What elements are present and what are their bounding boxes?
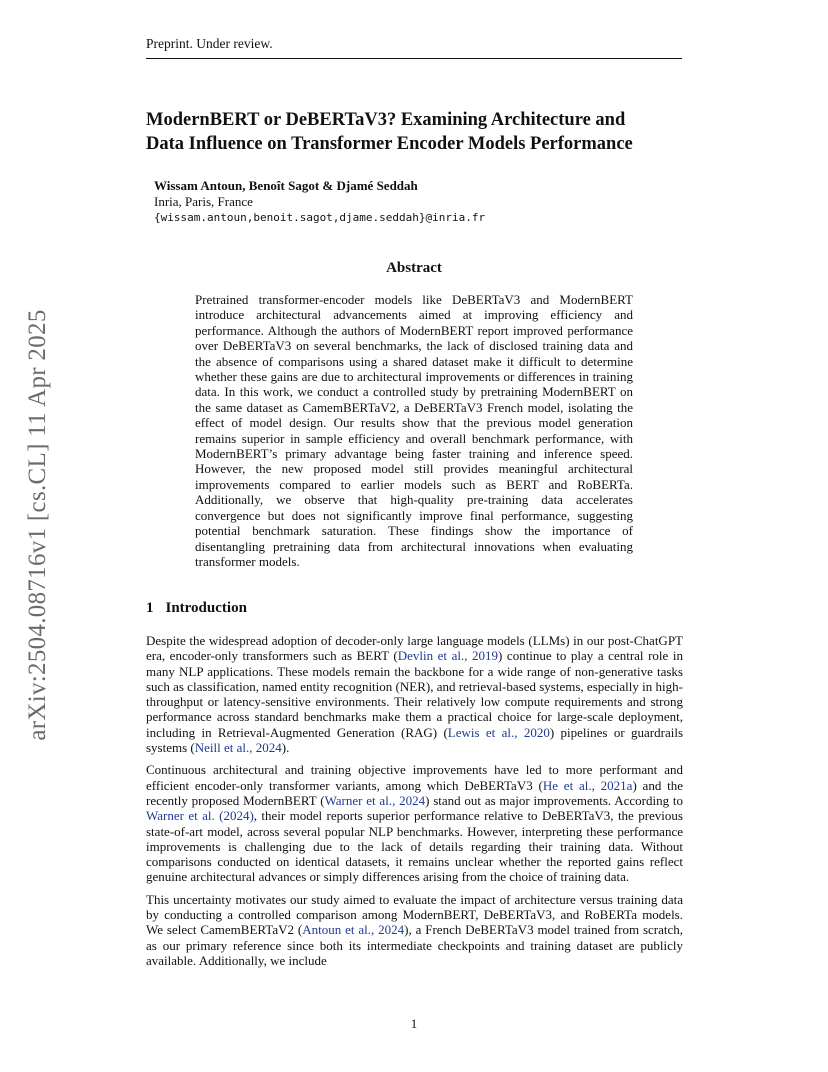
abstract-heading: Abstract bbox=[386, 260, 442, 276]
text-run: ) and the recently proposed ModernBERT ( bbox=[146, 777, 684, 808]
text-run: ) pipelines or guardrails systems ( bbox=[146, 724, 683, 756]
arxiv-stamp-text: arXiv:2504.08716v1 [cs.CL] 11 Apr 2025 bbox=[24, 309, 51, 741]
author-block bbox=[154, 178, 654, 226]
page-number: 1 bbox=[410, 1016, 418, 1031]
title-line-1: ModernBERT or DeBERTaV3? Examining Architecture and bbox=[146, 110, 626, 130]
affiliation: Inria, Paris, France bbox=[154, 194, 253, 209]
citation-link[interactable]: Antoun et al., 2024 bbox=[302, 922, 405, 938]
text-run: ), a French DeBERTaV3 model trained from scratch, as our primary reference since both its intermediate checkpoints and training dataset are publicly available. Additionally, we include bbox=[146, 922, 684, 968]
citation-link[interactable]: Devlin et al., 2019 bbox=[397, 648, 499, 664]
section-number: 1 bbox=[146, 600, 154, 616]
paper-title bbox=[146, 108, 706, 156]
section-body bbox=[146, 633, 683, 975]
text-run: , their model reports superior performance relative to DeBERTaV3, the previous state-of-art model, across several popular NLP benchmarks. However, interpreting these performance improvements is challenging due to the lack of details regarding their training data. Without comparisons conducted on identical datasets, it remains unclear whether the reported gains reflect genuine architectural advances or simply differences arising from the choice of training data. bbox=[146, 808, 683, 885]
citation-link[interactable]: Warner et al., 2024 bbox=[324, 792, 426, 808]
section-title: Introduction bbox=[165, 600, 247, 616]
text-run: Continuous architectural and training objective improvements have led to more performant and efficient encoder-only transformer variants, among which DeBERTaV3 ( bbox=[146, 762, 683, 793]
citation-link[interactable]: He et al., 2021a bbox=[542, 777, 633, 793]
text-run: ) stand out as major improvements. According to bbox=[425, 792, 683, 808]
citation-link[interactable]: Warner et al. (2024) bbox=[146, 808, 254, 824]
text-run: ) continue to play a central role in many NLP applications. These models remain the backbone for a wide range of non-generative tasks such as classification, named entity recognition (NER), and retrieval-based systems, especially in high-throughput or latency-sensitive environments. Their relatively low compute requirements and strong performance across standard benchmarks make them a practical choice for large-scale deployment, including in Retrieval-Augmented Generation (RAG) ( bbox=[146, 648, 683, 740]
abstract-text: Pretrained transformer-encoder models like DeBERTaV3 and ModernBERT introduce architectural advancements aimed at improving efficiency and performance. Although the authors of ModernBERT report improved performance over DeBERTaV3 on several benchmarks, the lack of disclosed training data and the absence of comparisons using a shared dataset make it difficult to determine whether these gains are due to architectural improvements or differences in training data. In this work, we conduct a controlled study by pretraining ModernBERT on the same dataset as CamemBERTaV2, a DeBERTaV3 French model, isolating the effect of model design. Our results show that the previous model generation remains superior in sample efficiency and overall benchmark performance, with ModernBERT’s primary advantage being faster training and inference speed. However, the new proposed model still provides meaningful architectural improvements compared to earlier models such as BERT and RoBERTa. Additionally, we observe that high-quality pre-training data accelerates convergence but does not significantly improve final performance, suggesting potential benchmark saturation. These findings show the importance of disentangling pretraining data from architectural innovations when evaluating transformer models. bbox=[195, 292, 633, 569]
citation-link[interactable]: Lewis et al., 2020 bbox=[447, 724, 550, 740]
text-run: Despite the widespread adoption of decoder-only large language models (LLMs) in our post-ChatGPT era, encoder-only transformers such as BERT ( bbox=[146, 633, 683, 664]
paragraph-2 bbox=[146, 762, 683, 884]
running-header: Preprint. Under review. bbox=[146, 36, 682, 59]
author-names: Wissam Antoun, Benoît Sagot & Djamé Seddah bbox=[154, 178, 418, 193]
title-line-2: Data Influence on Transformer Encoder Models Performance bbox=[146, 134, 633, 154]
text-run: This uncertainty motivates our study aimed to evaluate the impact of architecture versus training data by conducting a controlled comparison among ModernBERT, DeBERTaV3, and RoBERTa models. We select CamemBERTaV2 ( bbox=[146, 891, 683, 938]
author-email[interactable]: {wissam.antoun,benoit.sagot,djame.seddah}@inria.fr bbox=[154, 211, 486, 224]
paragraph-3 bbox=[146, 892, 683, 968]
text-run: ). bbox=[281, 740, 290, 756]
section-heading bbox=[146, 600, 259, 617]
paragraph-1 bbox=[146, 633, 683, 755]
citation-link[interactable]: Neill et al., 2024 bbox=[194, 740, 282, 756]
